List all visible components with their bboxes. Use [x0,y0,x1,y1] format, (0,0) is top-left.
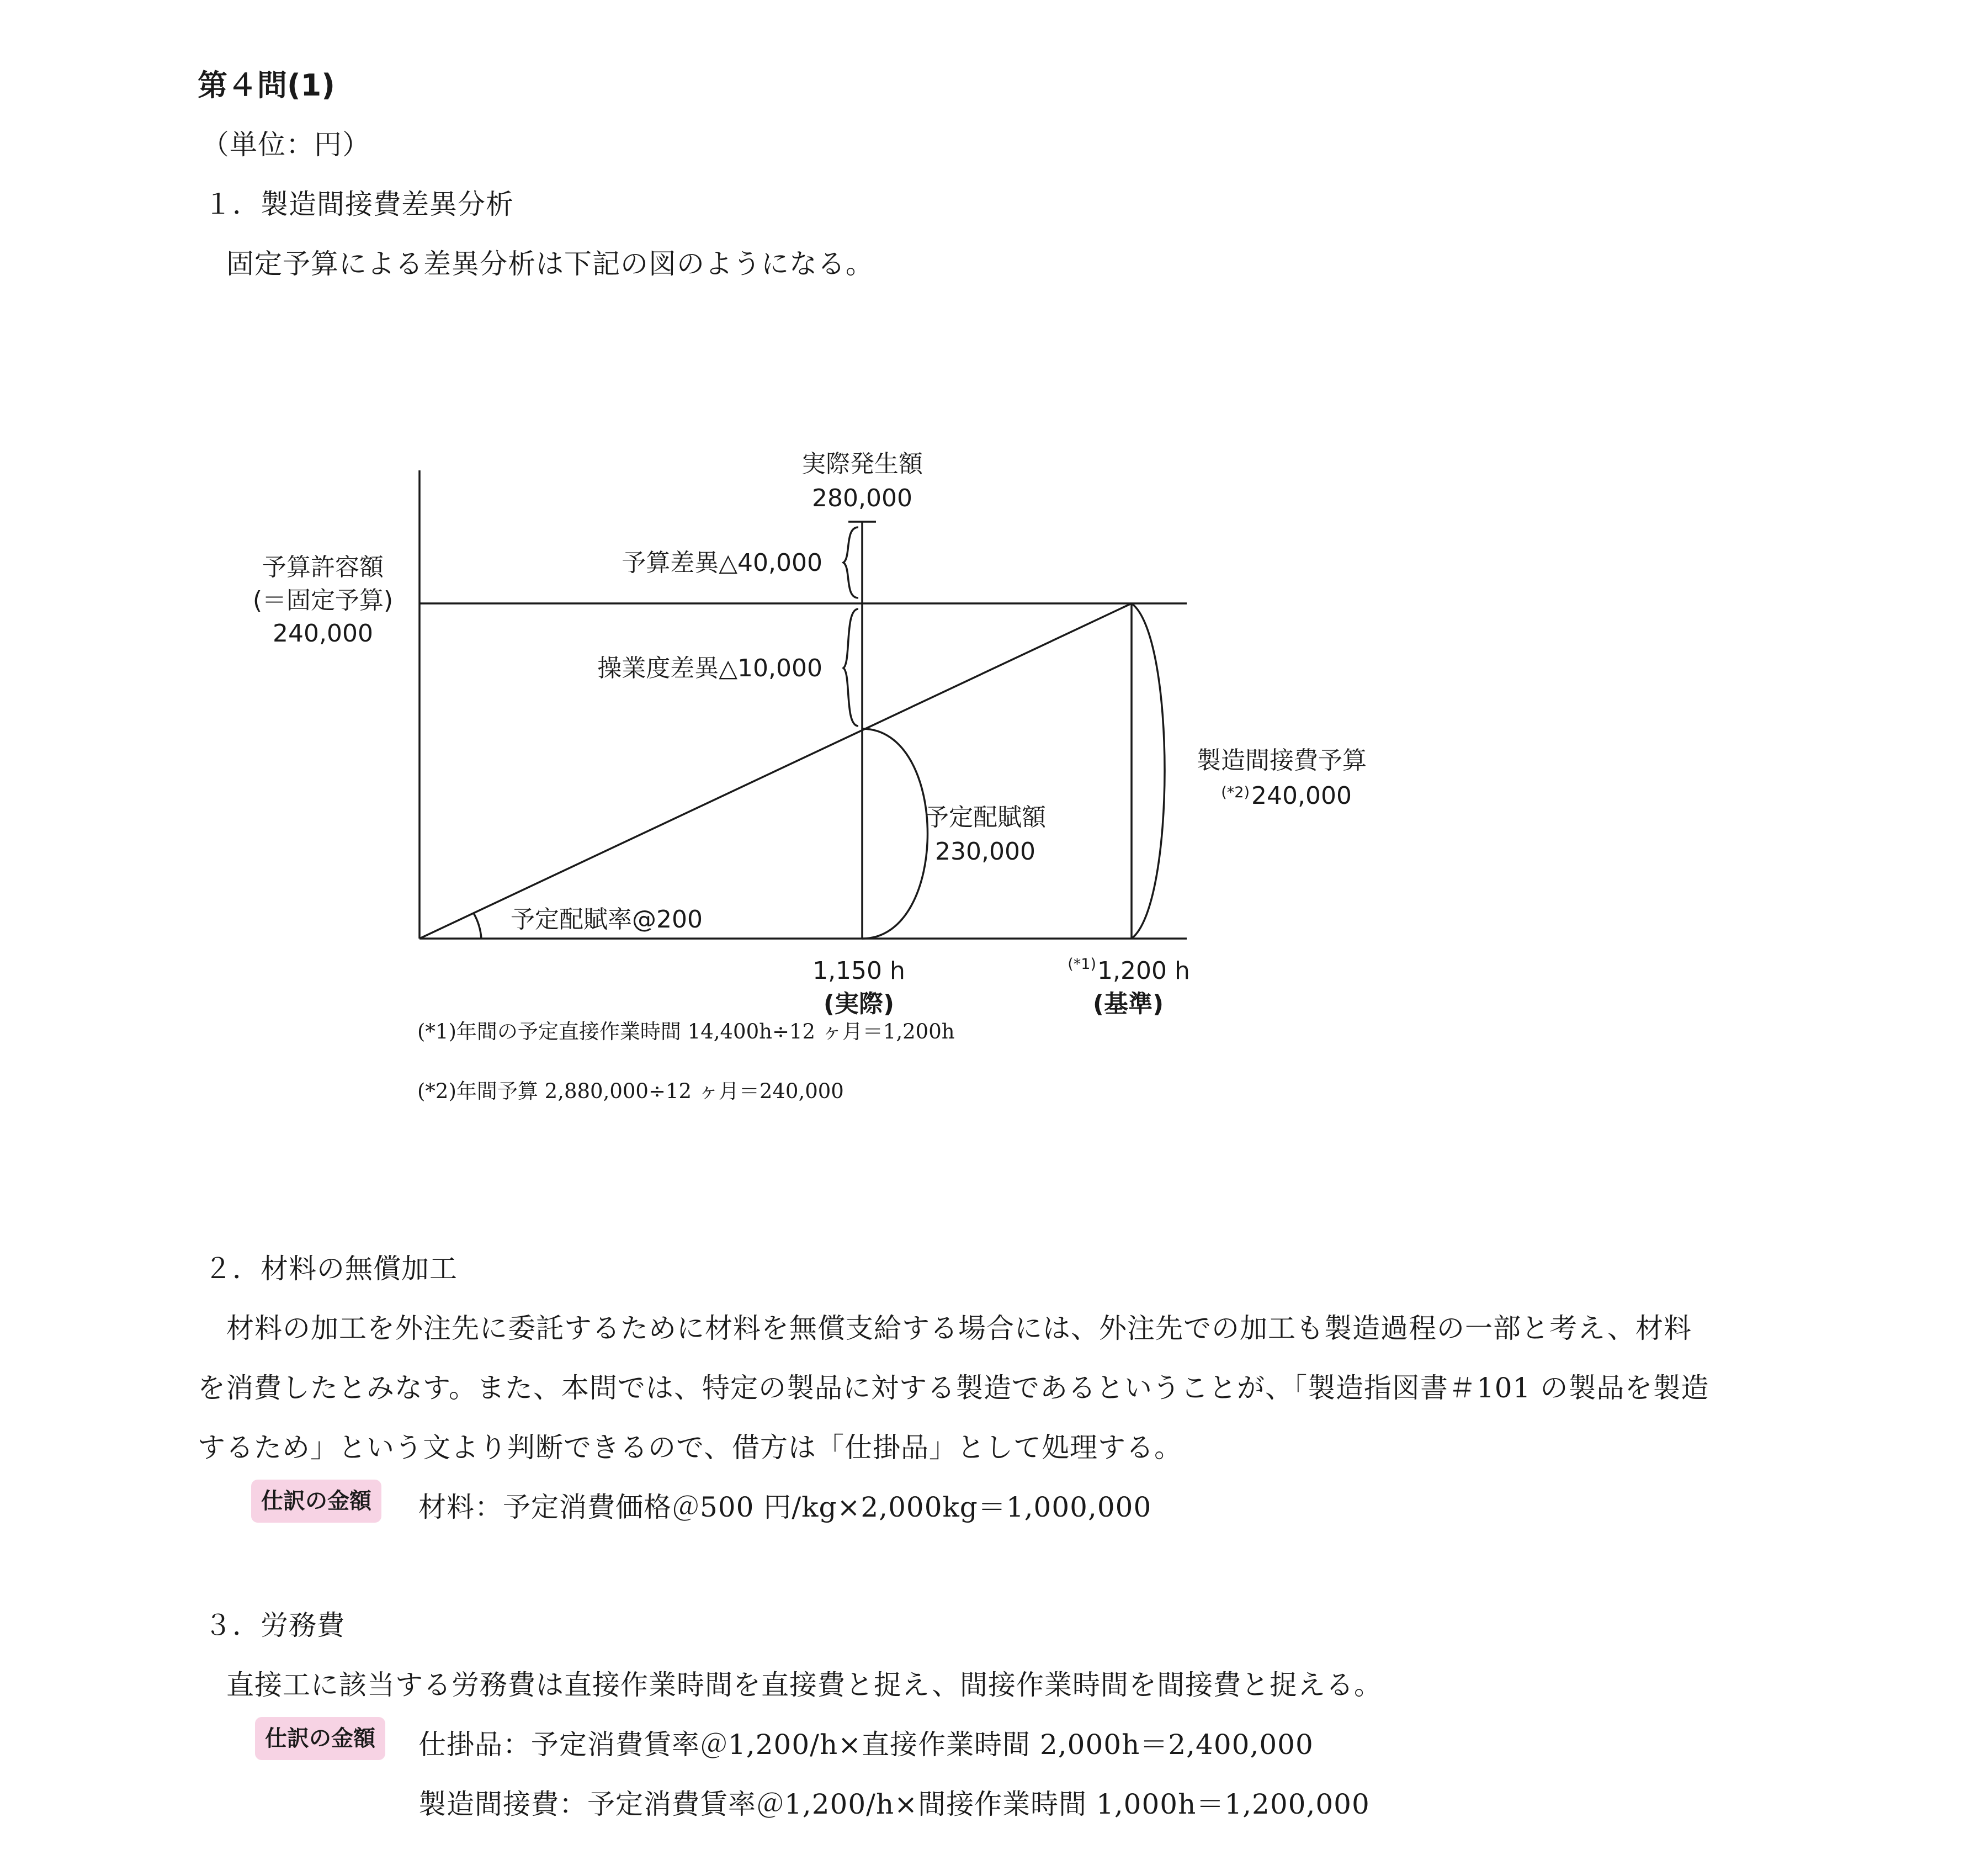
journal-amount-badge: 仕訳の金額 [255,1717,385,1760]
section3-title: ３．労務費 [204,1609,345,1641]
section1-title: １．製造間接費差異分析 [204,188,514,220]
actual-hours-tick-label: 1,150 h [812,957,905,985]
applied-overhead-label: 予定配賦額 [925,803,1046,831]
section3-calc-2: 製造間接費：予定消費賃率＠1,200/h×間接作業時間 1,000h＝1,200,000 [418,1788,1370,1820]
section2-title: ２．材料の無償加工 [204,1253,458,1285]
section2-line1: 材料の加工を外注先に委託するために材料を無償支給する場合には、外注先での加工も製造過程の一部と考え、材料 [226,1312,1692,1344]
mfg-budget-label: 製造間接費予算 [1197,746,1367,775]
section2-calc: 材料：予定消費価格＠500 円/kg×2,000kg＝1,000,000 [418,1491,1152,1523]
allowed-budget-sublabel: (＝固定予算) [252,586,394,614]
diagram-note-1: (*1)年間の予定直接作業時間 14,400h÷12 ヶ月＝1,200h [417,1020,955,1043]
journal-amount-badge: 仕訳の金額 [251,1480,381,1523]
base-hours-footnote-mark: (*1) [1068,956,1096,973]
volume-variance-label: 操業度差異△10,000 [597,654,822,682]
diagram-note-2: (*2)年間予算 2,880,000÷12 ヶ月＝240,000 [417,1079,844,1103]
section3-calc-1: 仕掛品：予定消費賃率＠1,200/h×直接作業時間 2,000h＝2,400,000 [418,1729,1314,1761]
actual-cost-value: 280,000 [812,484,912,512]
volume-variance-brace [843,609,858,726]
section2-line2: を消費したとみなす。また、本問では、特定の製品に対する製造であるということが、「製造指図書＃101 の製品を製造 [198,1372,1709,1404]
mfg-budget-value: 240,000 [1251,782,1352,810]
base-hours-tick-label: 1,200 h [1097,957,1190,985]
section3-intro: 直接工に該当する労務費は直接作業時間を直接費と捉え、間接作業時間を間接費と捉える。 [226,1669,1382,1701]
applied-overhead-arc [862,729,928,939]
actual-hours-sublabel: (実際) [823,990,895,1018]
actual-cost-label: 実際発生額 [801,450,923,478]
unit-label: （単位：円） [201,129,370,161]
base-hours-sublabel: (基準) [1092,990,1164,1018]
budget-variance-label: 予算差異△40,000 [622,549,822,577]
applied-overhead-value: 230,000 [935,838,1035,866]
allowed-budget-label: 予算許容額 [262,553,384,581]
problem-heading: 第４問(1) [198,68,335,103]
rate-angle-arc [474,913,481,939]
budget-arc [1132,603,1165,939]
budget-variance-brace [843,527,858,598]
section1-intro: 固定予算による差異分析は下記の図のようになる。 [226,248,874,280]
mfg-budget-footnote-mark: (*2) [1221,784,1250,801]
rate-label: 予定配賦率@200 [511,905,703,934]
section2-line3: するため」という文より判断できるので、借方は「仕掛品」として処理する。 [198,1432,1182,1464]
allowed-budget-value: 240,000 [273,619,373,648]
